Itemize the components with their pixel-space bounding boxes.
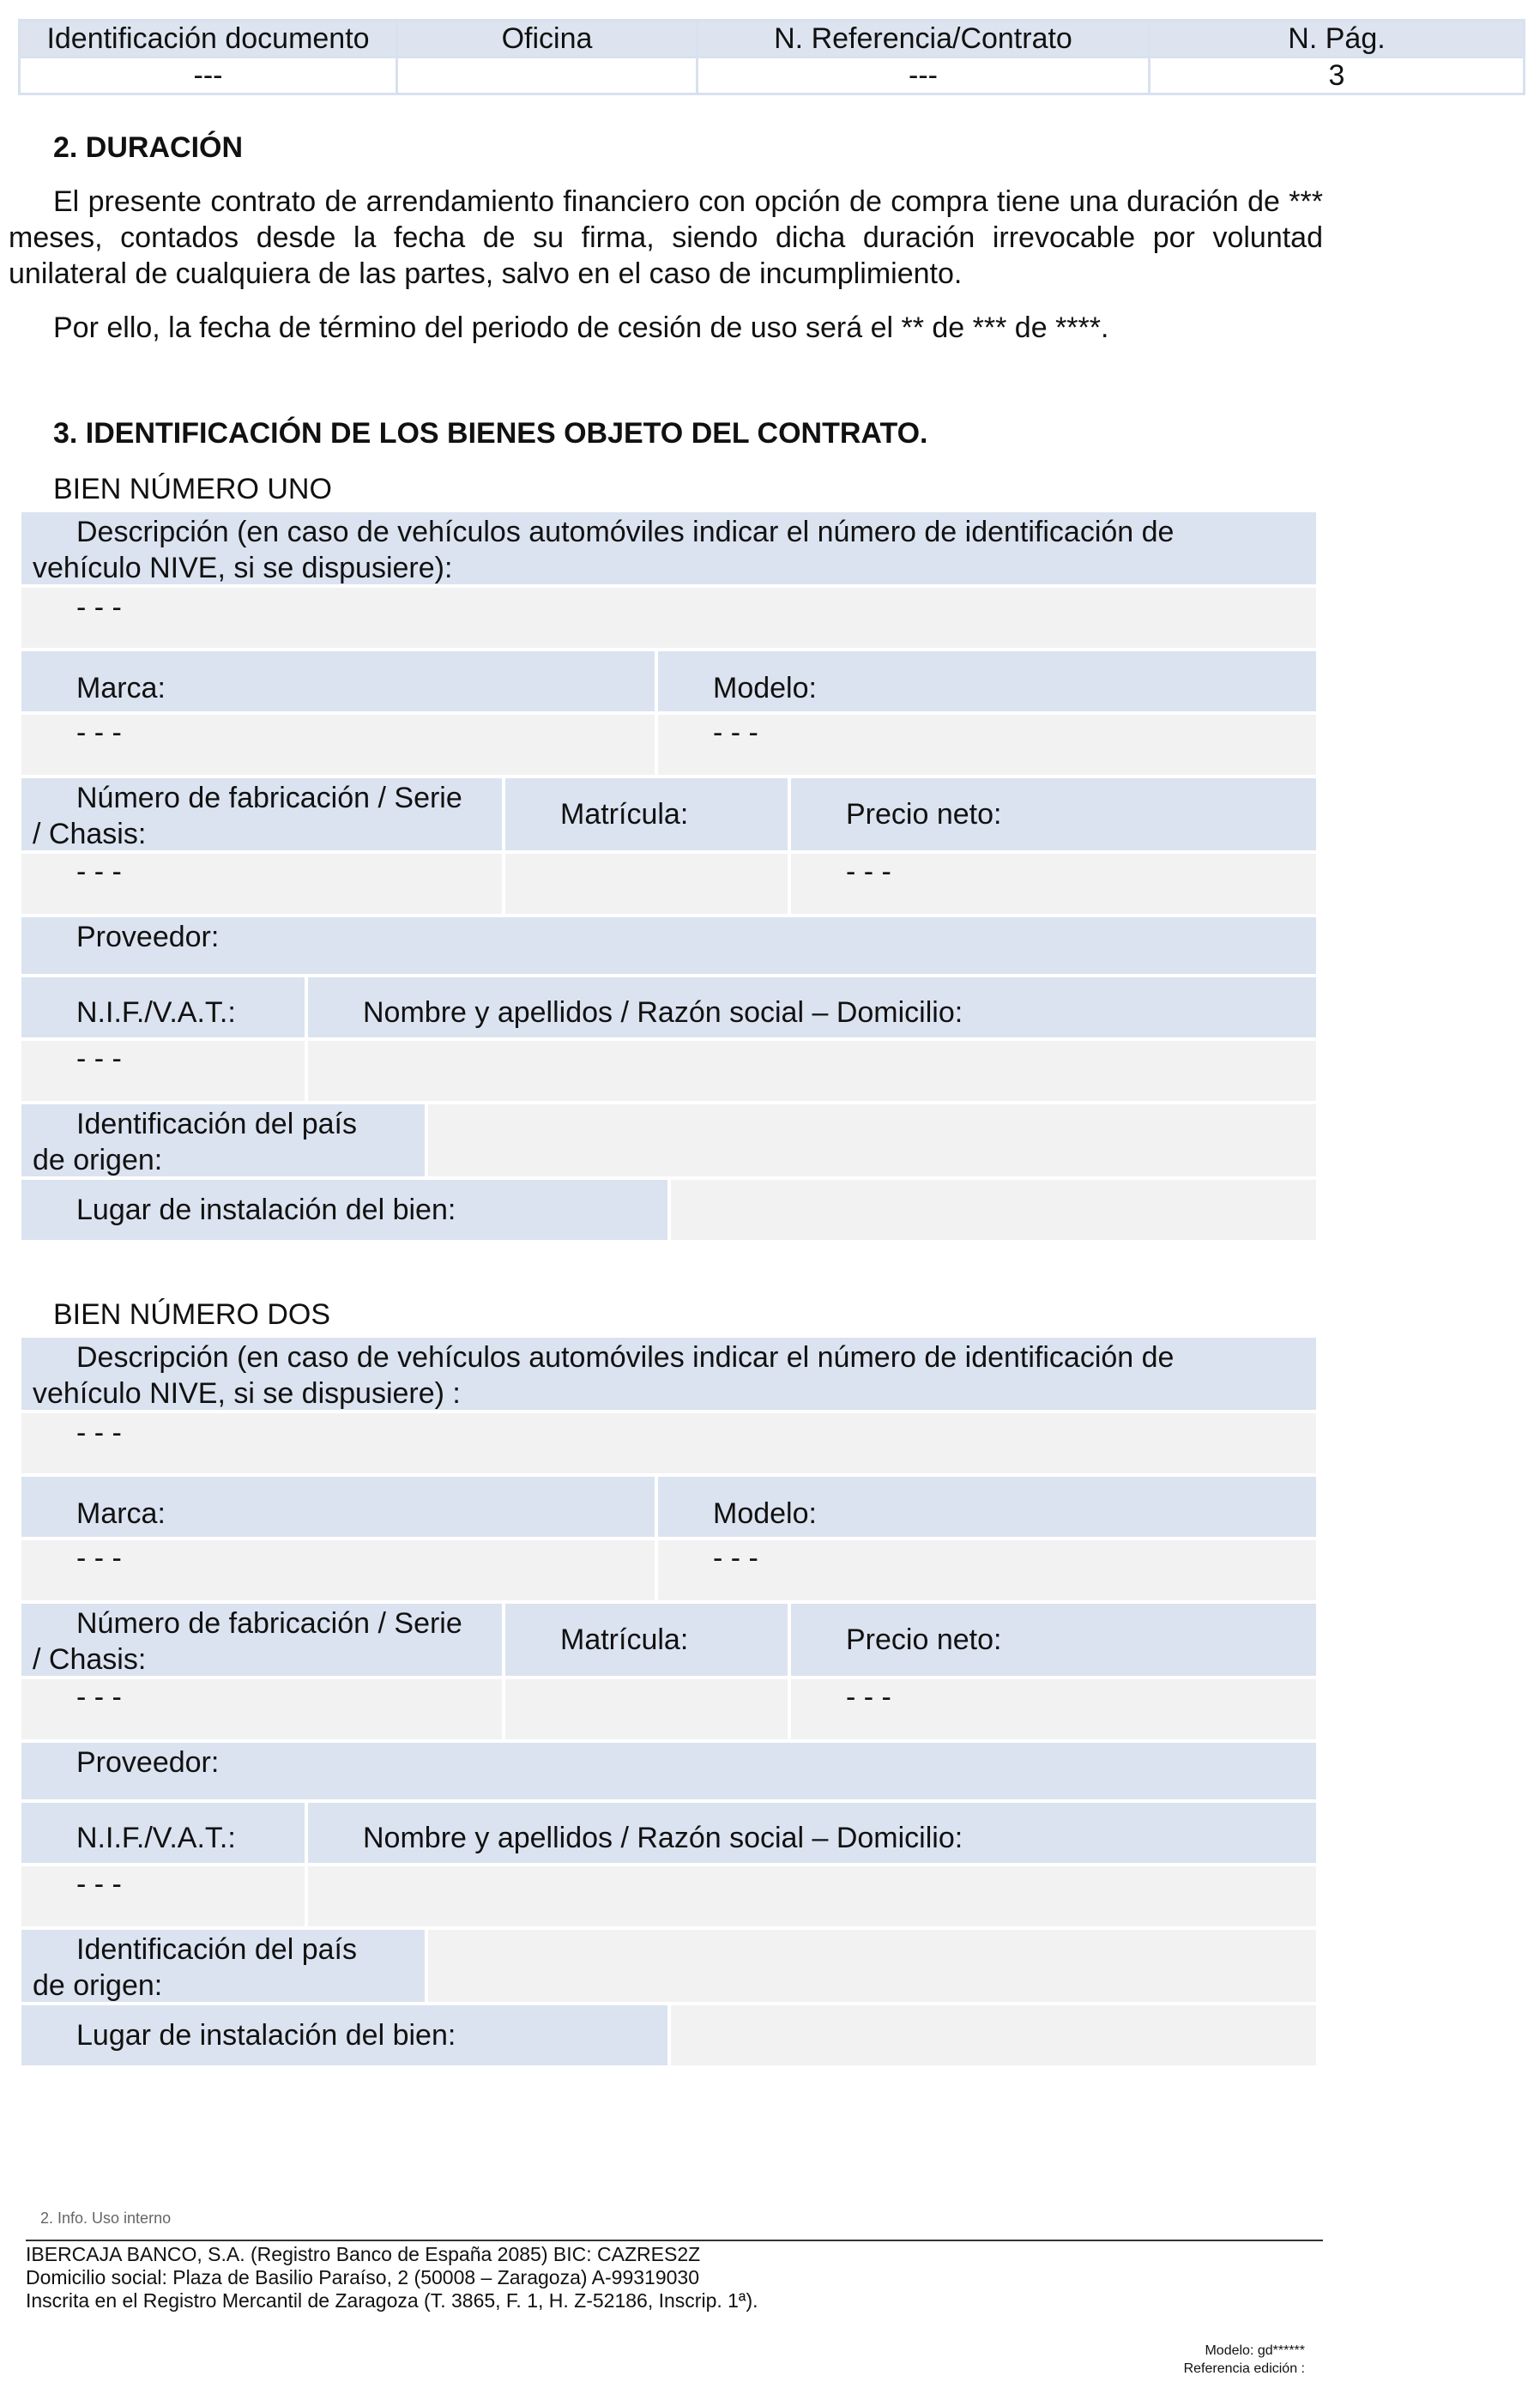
asset-1-serial-label-line2: / Chasis: <box>33 818 147 850</box>
footer-line-1: IBERCAJA BANCO, S.A. (Registro Banco de España 2085) BIC: CAZRES2Z <box>26 2243 701 2265</box>
asset-2-serial-label-line2: / Chasis: <box>33 1643 147 1676</box>
asset-1-nif-value: - - - <box>20 1039 306 1103</box>
section-2-title: 2. DURACIÓN <box>53 131 244 164</box>
footer-line-2: Domicilio social: Plaza de Basilio Paraíso, 2 (50008 – Zaragoza) A-99319030 <box>26 2266 699 2288</box>
asset-2-nif-value: - - - <box>20 1865 306 1928</box>
model-code: Modelo: gd****** <box>1205 2343 1305 2358</box>
footer-divider <box>26 2240 1323 2241</box>
asset-2-serial-label <box>20 1602 504 1678</box>
asset-1-name-label: Nombre y apellidos / Razón social – Domicilio: <box>306 976 1318 1039</box>
header-val-reference: --- <box>698 57 1150 94</box>
asset-1-location-value <box>669 1178 1318 1242</box>
asset-1-description-value: - - - <box>20 586 1318 650</box>
section-2-paragraph-2: Por ello, la fecha de término del periodo de cesión de uso será el ** de *** de ****. <box>53 311 1109 344</box>
asset-1-serial-label-line1: Número de fabricación / Serie <box>76 782 462 814</box>
asset-1-brand-label: Marca: <box>20 650 656 713</box>
asset-1-title: BIEN NÚMERO UNO <box>53 473 332 505</box>
asset-2-country-label-line1: Identificación del país <box>76 1933 357 1966</box>
asset-2-price-value: - - - <box>789 1678 1318 1741</box>
header-col-document-id: Identificación documento <box>20 21 397 57</box>
asset-1-price-label: Precio neto: <box>789 777 1318 852</box>
header-val-office <box>397 57 698 94</box>
asset-1-name-value <box>306 1039 1318 1103</box>
asset-2-location-label: Lugar de instalación del bien: <box>20 2004 669 2067</box>
section-2-paragraph-1: El presente contrato de arrendamiento financiero con opción de compra tiene una duración de *** meses, contados desde la fecha de su firma, siendo dicha duración irrevocable por voluntad unilateral de cualquiera de las partes, salvo en el caso de incumplimiento. <box>9 185 1323 290</box>
footer-line-3: Inscrita en el Registro Mercantil de Zaragoza (T. 3865, F. 1, H. Z-52186, Inscrip. 1ª). <box>26 2289 758 2312</box>
asset-2-brand-label: Marca: <box>20 1475 656 1539</box>
asset-1-description-label-line2: vehículo NIVE, si se dispusiere): <box>33 552 453 584</box>
asset-1-country-label <box>20 1103 426 1178</box>
header-val-page: 3 <box>1150 57 1525 94</box>
asset-1-plate-label: Matrícula: <box>504 777 789 852</box>
asset-1-country-label-line1: Identificación del país <box>76 1108 357 1140</box>
asset-2-country-value <box>426 1928 1318 2004</box>
asset-2-serial-value: - - - <box>20 1678 504 1741</box>
asset-1-location-label: Lugar de instalación del bien: <box>20 1178 669 1242</box>
asset-1-serial-value: - - - <box>20 852 504 916</box>
asset-2-brand-value: - - - <box>20 1539 656 1602</box>
asset-2-description-label-line1: Descripción (en caso de vehículos automóviles indicar el número de identificación de <box>76 1341 1175 1374</box>
edition-reference: Referencia edición : <box>1183 2361 1305 2376</box>
asset-2-country-label <box>20 1928 426 2004</box>
asset-1-serial-label <box>20 777 504 852</box>
asset-2-plate-label: Matrícula: <box>504 1602 789 1678</box>
classification-label: 2. Info. Uso interno <box>40 2210 172 2227</box>
asset-2-price-label: Precio neto: <box>789 1602 1318 1678</box>
asset-2-country-label-line2: de origen: <box>33 1969 163 2002</box>
asset-1-country-label-line2: de origen: <box>33 1144 163 1176</box>
asset-1-price-value: - - - <box>789 852 1318 916</box>
asset-1-model-label: Modelo: <box>656 650 1318 713</box>
asset-2-description-label-line2: vehículo NIVE, si se dispusiere) : <box>33 1377 461 1410</box>
asset-2-serial-label-line1: Número de fabricación / Serie <box>76 1607 462 1640</box>
asset-1-nif-label: N.I.F./V.A.T.: <box>20 976 306 1039</box>
header-col-office: Oficina <box>397 21 698 57</box>
asset-2-supplier-label: Proveedor: <box>20 1741 1318 1801</box>
asset-2-description-value: - - - <box>20 1412 1318 1475</box>
asset-2-name-value <box>306 1865 1318 1928</box>
asset-1-plate-value <box>504 852 789 916</box>
asset-2-location-value <box>669 2004 1318 2067</box>
header-col-page: N. Pág. <box>1150 21 1525 57</box>
document-header-table <box>18 19 1525 95</box>
asset-2-nif-label: N.I.F./V.A.T.: <box>20 1801 306 1865</box>
asset-2-name-label: Nombre y apellidos / Razón social – Domicilio: <box>306 1801 1318 1865</box>
section-3-title: 3. IDENTIFICACIÓN DE LOS BIENES OBJETO DEL CONTRATO. <box>53 417 928 450</box>
asset-1-country-value <box>426 1103 1318 1178</box>
asset-1-description-label-line1: Descripción (en caso de vehículos automóviles indicar el número de identificación de <box>76 516 1175 548</box>
asset-1-description-label <box>20 511 1318 586</box>
asset-2-plate-value <box>504 1678 789 1741</box>
asset-1-model-value: - - - <box>656 713 1318 777</box>
asset-2-description-label <box>20 1336 1318 1412</box>
asset-2-title: BIEN NÚMERO DOS <box>53 1298 331 1331</box>
header-col-reference: N. Referencia/Contrato <box>698 21 1150 57</box>
asset-1-brand-value: - - - <box>20 713 656 777</box>
header-val-document-id: --- <box>20 57 397 94</box>
asset-1-supplier-label: Proveedor: <box>20 916 1318 976</box>
asset-2-model-label: Modelo: <box>656 1475 1318 1539</box>
asset-2-model-value: - - - <box>656 1539 1318 1602</box>
